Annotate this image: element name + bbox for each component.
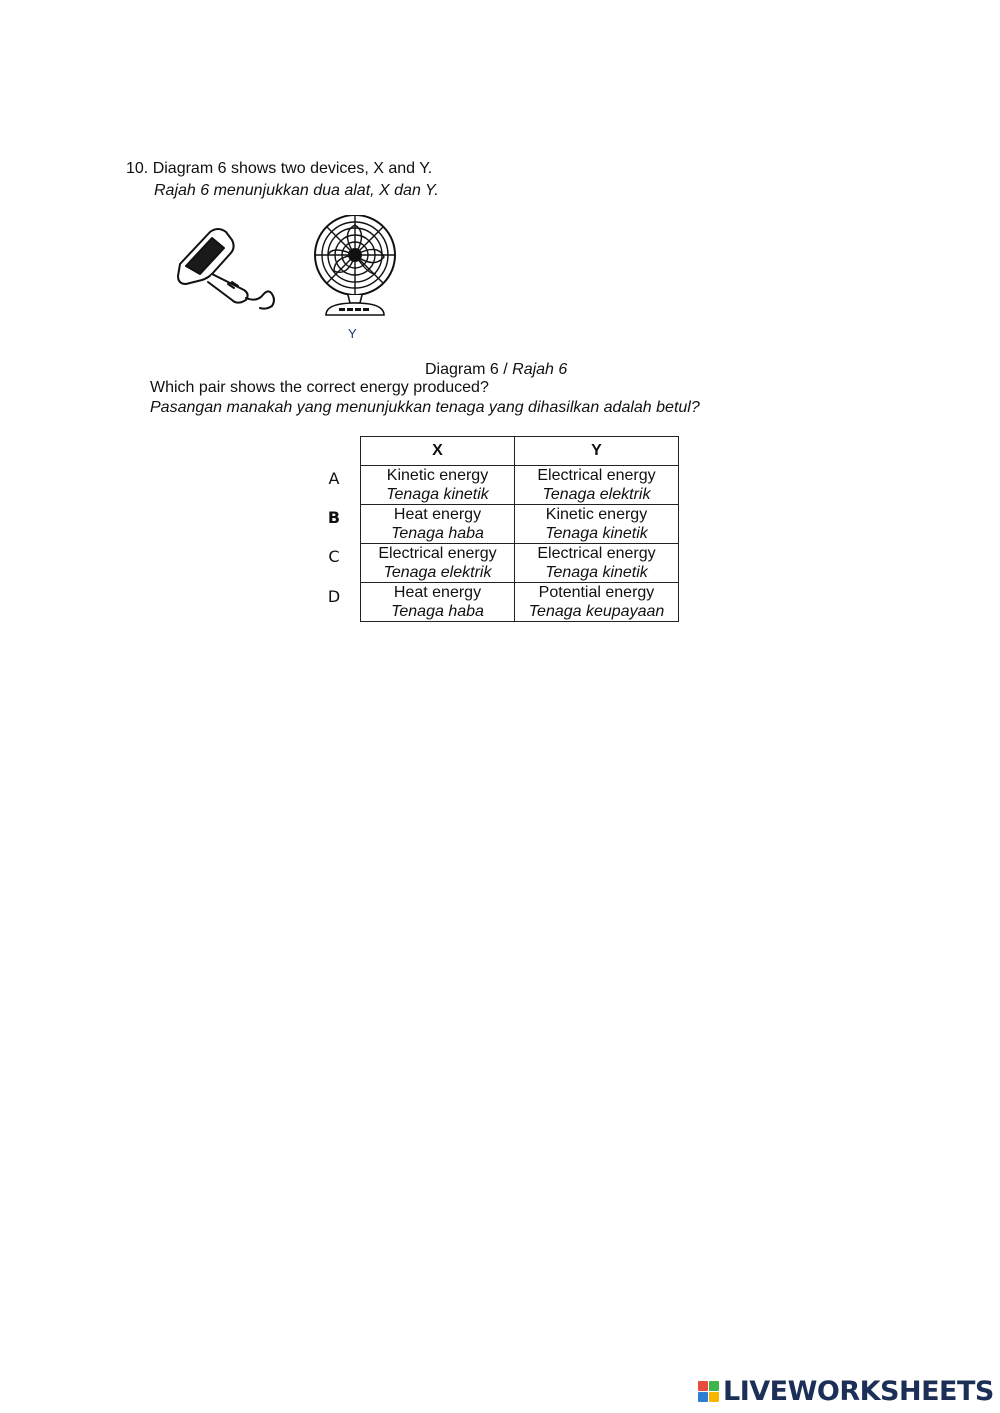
cell-y: [515, 505, 679, 544]
cell-x: [361, 505, 515, 544]
table-row: [361, 583, 679, 622]
cell-ms: Tenaga kinetik: [545, 525, 648, 542]
cell-en: Electrical energy: [378, 545, 497, 562]
cell-x: [361, 544, 515, 583]
table-header-row: [361, 437, 679, 466]
cell-ms: Tenaga haba: [391, 603, 484, 620]
question-text: 10. Diagram 6 shows two devices, X and Y.: [126, 160, 433, 177]
cell-x: [361, 583, 515, 622]
cell-ms: Tenaga kinetik: [545, 564, 648, 581]
device-y-label: Y: [348, 326, 357, 341]
hair-dryer-image: [172, 226, 284, 314]
logo-block: [709, 1381, 719, 1391]
header-y: Y: [515, 437, 679, 466]
fan-image: [310, 215, 400, 319]
cell-x: [361, 466, 515, 505]
prompt-text: Which pair shows the correct energy produced?: [150, 379, 489, 396]
option-d-letter: D: [327, 587, 341, 606]
table-row: [361, 466, 679, 505]
cell-y: [515, 583, 679, 622]
diagram-caption-main: Diagram 6 /: [425, 361, 513, 378]
cell-en: Electrical energy: [537, 467, 656, 484]
logo-block: [709, 1392, 719, 1402]
question-text-malay: Rajah 6 menunjukkan dua alat, X dan Y.: [154, 182, 439, 199]
answer-table: [360, 436, 679, 622]
cell-ms: Tenaga haba: [391, 525, 484, 542]
cell-ms: Tenaga elektrik: [383, 564, 492, 581]
logo-text: LIVEWORKSHEETS: [723, 1376, 994, 1407]
cell-en: Heat energy: [393, 584, 482, 601]
table-row: [361, 544, 679, 583]
cell-ms: Tenaga keupayaan: [528, 603, 665, 620]
prompt-text-malay: Pasangan manakah yang menunjukkan tenaga yang dihasilkan adalah betul?: [150, 399, 700, 416]
cell-en: Heat energy: [393, 506, 482, 523]
logo-blocks-icon: [698, 1381, 719, 1402]
table-row: [361, 505, 679, 544]
diagram-caption-malay: Rajah 6: [512, 361, 568, 378]
cell-y: [515, 466, 679, 505]
cell-y: [515, 544, 679, 583]
logo-block: [698, 1392, 708, 1402]
logo-block: [698, 1381, 708, 1391]
option-c-letter: C: [328, 547, 340, 566]
option-b-letter: B: [327, 508, 341, 527]
cell-en: Electrical energy: [537, 545, 656, 562]
diagram-caption: [425, 360, 567, 380]
cell-en: Kinetic energy: [545, 506, 648, 523]
option-a-letter: A: [328, 469, 340, 488]
liveworksheets-logo[interactable]: [698, 1376, 994, 1407]
cell-ms: Tenaga kinetik: [386, 486, 489, 503]
cell-en: Kinetic energy: [386, 467, 489, 484]
cell-ms: Tenaga elektrik: [542, 486, 651, 503]
cell-en: Potential energy: [538, 584, 655, 601]
header-x: X: [361, 437, 515, 466]
